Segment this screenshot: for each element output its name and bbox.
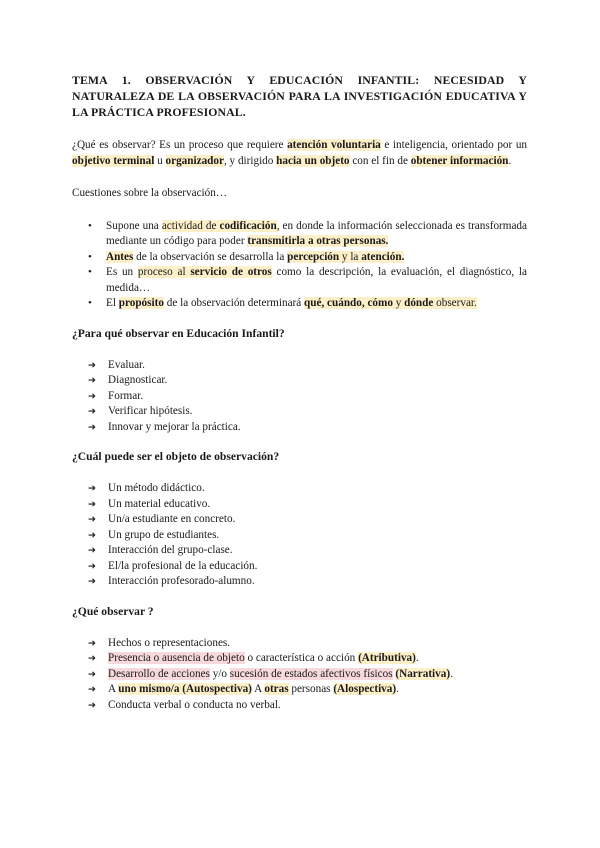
observation-bullet-list: [72, 219, 527, 312]
intro-highlight: objetivo terminal: [72, 154, 155, 167]
section-heading-what: ¿Qué observar ?: [72, 604, 154, 618]
item-text: .: [450, 667, 453, 680]
arrow-icon: ➔: [88, 514, 96, 525]
item-text: El/la profesional de la educación.: [108, 559, 258, 572]
item-text: Hechos o representaciones.: [108, 636, 231, 649]
section-heading-object: ¿Cuál puede ser el objeto de observación?: [72, 450, 280, 463]
intro-paragraph: [72, 138, 527, 169]
bullet-icon: •: [88, 297, 92, 309]
arrow-icon: ➔: [88, 421, 96, 433]
list-item: [72, 682, 527, 698]
document-content: [72, 72, 527, 713]
arrow-icon: ➔: [88, 668, 96, 680]
intro-text: , y dirigido: [223, 154, 277, 167]
list-item: [72, 219, 527, 250]
what-list: [72, 636, 527, 714]
list-item: [72, 404, 527, 420]
list-item: [72, 512, 527, 528]
item-highlight: propósito: [118, 297, 164, 309]
item-highlight: (Narrativa): [395, 667, 451, 680]
item-text: , en donde la información seleccionada es transformada mediante un código para poder: [106, 219, 527, 247]
list-item: [72, 481, 527, 497]
arrow-icon: ➔: [88, 483, 96, 494]
arrow-icon: ➔: [88, 545, 96, 556]
purpose-list: [72, 358, 527, 436]
item-text: Interacción profesorado-alumno.: [108, 575, 255, 587]
list-item: [72, 574, 527, 590]
arrow-icon: ➔: [88, 560, 96, 572]
questions-label: Cuestiones sobre la observación…: [72, 187, 228, 199]
item-highlight-pink: Presencia o ausencia de objeto: [108, 652, 245, 664]
item-text: Un/a estudiante en concreto.: [108, 513, 236, 525]
intro-highlight: atención voluntaria: [287, 139, 381, 151]
intro-text: ¿Qué es observar? Es un proceso que requiere: [72, 139, 288, 151]
item-highlight: percepción: [287, 250, 340, 263]
list-item: [72, 698, 527, 714]
item-text: A: [251, 683, 265, 695]
item-text: Es un: [106, 266, 138, 278]
list-item: [72, 420, 527, 436]
list-item: [72, 651, 527, 667]
list-item: [72, 296, 527, 312]
item-highlight: (Atributiva): [358, 652, 416, 664]
list-item: [72, 250, 527, 266]
item-highlight-pink: Desarrollo de acciones: [108, 667, 210, 680]
bullet-icon: •: [88, 219, 92, 232]
intro-text: e inteligencia, orientado por un: [380, 139, 528, 151]
arrow-icon: ➔: [88, 529, 96, 541]
list-item: [72, 543, 527, 559]
item-highlight: Antes: [106, 250, 134, 263]
object-list: [72, 481, 527, 590]
item-highlight: servicio de otros: [190, 266, 272, 278]
item-highlight: proceso al: [137, 266, 191, 278]
item-highlight-pink: sucesión de estados afectivos físicos: [229, 667, 393, 680]
item-text: Supone una: [106, 219, 162, 232]
item-text: Un método didáctico.: [108, 482, 205, 494]
item-text: Formar.: [108, 389, 144, 402]
item-text: Evaluar.: [108, 358, 145, 371]
intro-highlight: organizador: [165, 154, 224, 167]
list-item: [72, 358, 527, 374]
list-item: [72, 389, 527, 405]
item-text: Interacción del grupo-clase.: [108, 544, 233, 556]
item-text: personas: [288, 683, 334, 695]
item-highlight: actividad de: [161, 219, 220, 232]
arrow-icon: ➔: [88, 653, 96, 664]
arrow-icon: ➔: [88, 375, 96, 386]
list-item: [72, 373, 527, 389]
arrow-icon: ➔: [88, 576, 96, 587]
item-text: de la observación determinará: [163, 297, 305, 309]
item-text: Un material educativo.: [108, 497, 211, 510]
arrow-icon: ➔: [88, 390, 96, 402]
item-text: como la descripción, la evaluación, el diagnóstico, la medida…: [106, 266, 528, 294]
intro-text: .: [508, 154, 512, 167]
section-heading-purpose: ¿Para qué observar en Educación Infantil?: [72, 326, 285, 340]
item-text: Diagnosticar.: [108, 374, 168, 386]
bullet-icon: •: [88, 266, 92, 278]
item-text: .: [396, 683, 399, 695]
item-highlight: (Alospectiva): [333, 683, 397, 695]
item-highlight: otras: [264, 683, 289, 695]
arrow-icon: ➔: [88, 637, 96, 649]
item-highlight: atención.: [361, 250, 405, 263]
item-text: Conducta verbal o conducta no verbal.: [108, 698, 281, 711]
item-text: o característica o acción: [244, 652, 359, 664]
intro-text: con el fin de: [349, 154, 411, 167]
arrow-icon: ➔: [88, 406, 96, 417]
list-item: [72, 667, 527, 683]
document-title: TEMA 1. OBSERVACIÓN Y EDUCACIÓN INFANTIL: NECESIDAD Y NATURALEZA DE LA OBSERVACIÓN PARA LA INVESTIGACIÓN EDUCATIVA Y LA PRÁCTICA PROFESIONAL.: [72, 73, 527, 119]
item-text: A: [108, 683, 119, 695]
arrow-icon: ➔: [88, 359, 96, 371]
item-highlight: y la: [339, 250, 362, 263]
list-item: [72, 497, 527, 513]
item-text: Un grupo de estudiantes.: [108, 528, 220, 541]
arrow-icon: ➔: [88, 498, 96, 510]
bullet-icon: •: [88, 250, 92, 263]
item-text: El: [106, 297, 119, 309]
item-text: y/o: [209, 667, 230, 680]
arrow-icon: ➔: [88, 684, 96, 695]
intro-text: u: [154, 154, 166, 167]
item-text: de la observación se desarrolla la: [133, 250, 288, 263]
item-highlight: observar.: [433, 297, 477, 309]
item-highlight: codificación: [219, 219, 277, 232]
item-highlight: transmitirla a otras personas.: [247, 235, 389, 247]
list-item: [72, 528, 527, 544]
arrow-icon: ➔: [88, 699, 96, 711]
item-highlight: y: [392, 297, 405, 309]
item-highlight: uno mismo/a (Autospectiva): [118, 683, 252, 695]
item-highlight: dónde: [404, 297, 434, 309]
list-item: [72, 265, 527, 296]
list-item: [72, 636, 527, 652]
item-text: Innovar y mejorar la práctica.: [108, 420, 241, 433]
list-item: [72, 559, 527, 575]
item-highlight: qué, cuándo, cómo: [304, 297, 393, 309]
intro-highlight: hacia un objeto: [276, 154, 350, 167]
item-text: Verificar hipótesis.: [108, 405, 193, 417]
item-text: .: [415, 652, 419, 664]
intro-highlight: obtener información: [410, 154, 509, 167]
